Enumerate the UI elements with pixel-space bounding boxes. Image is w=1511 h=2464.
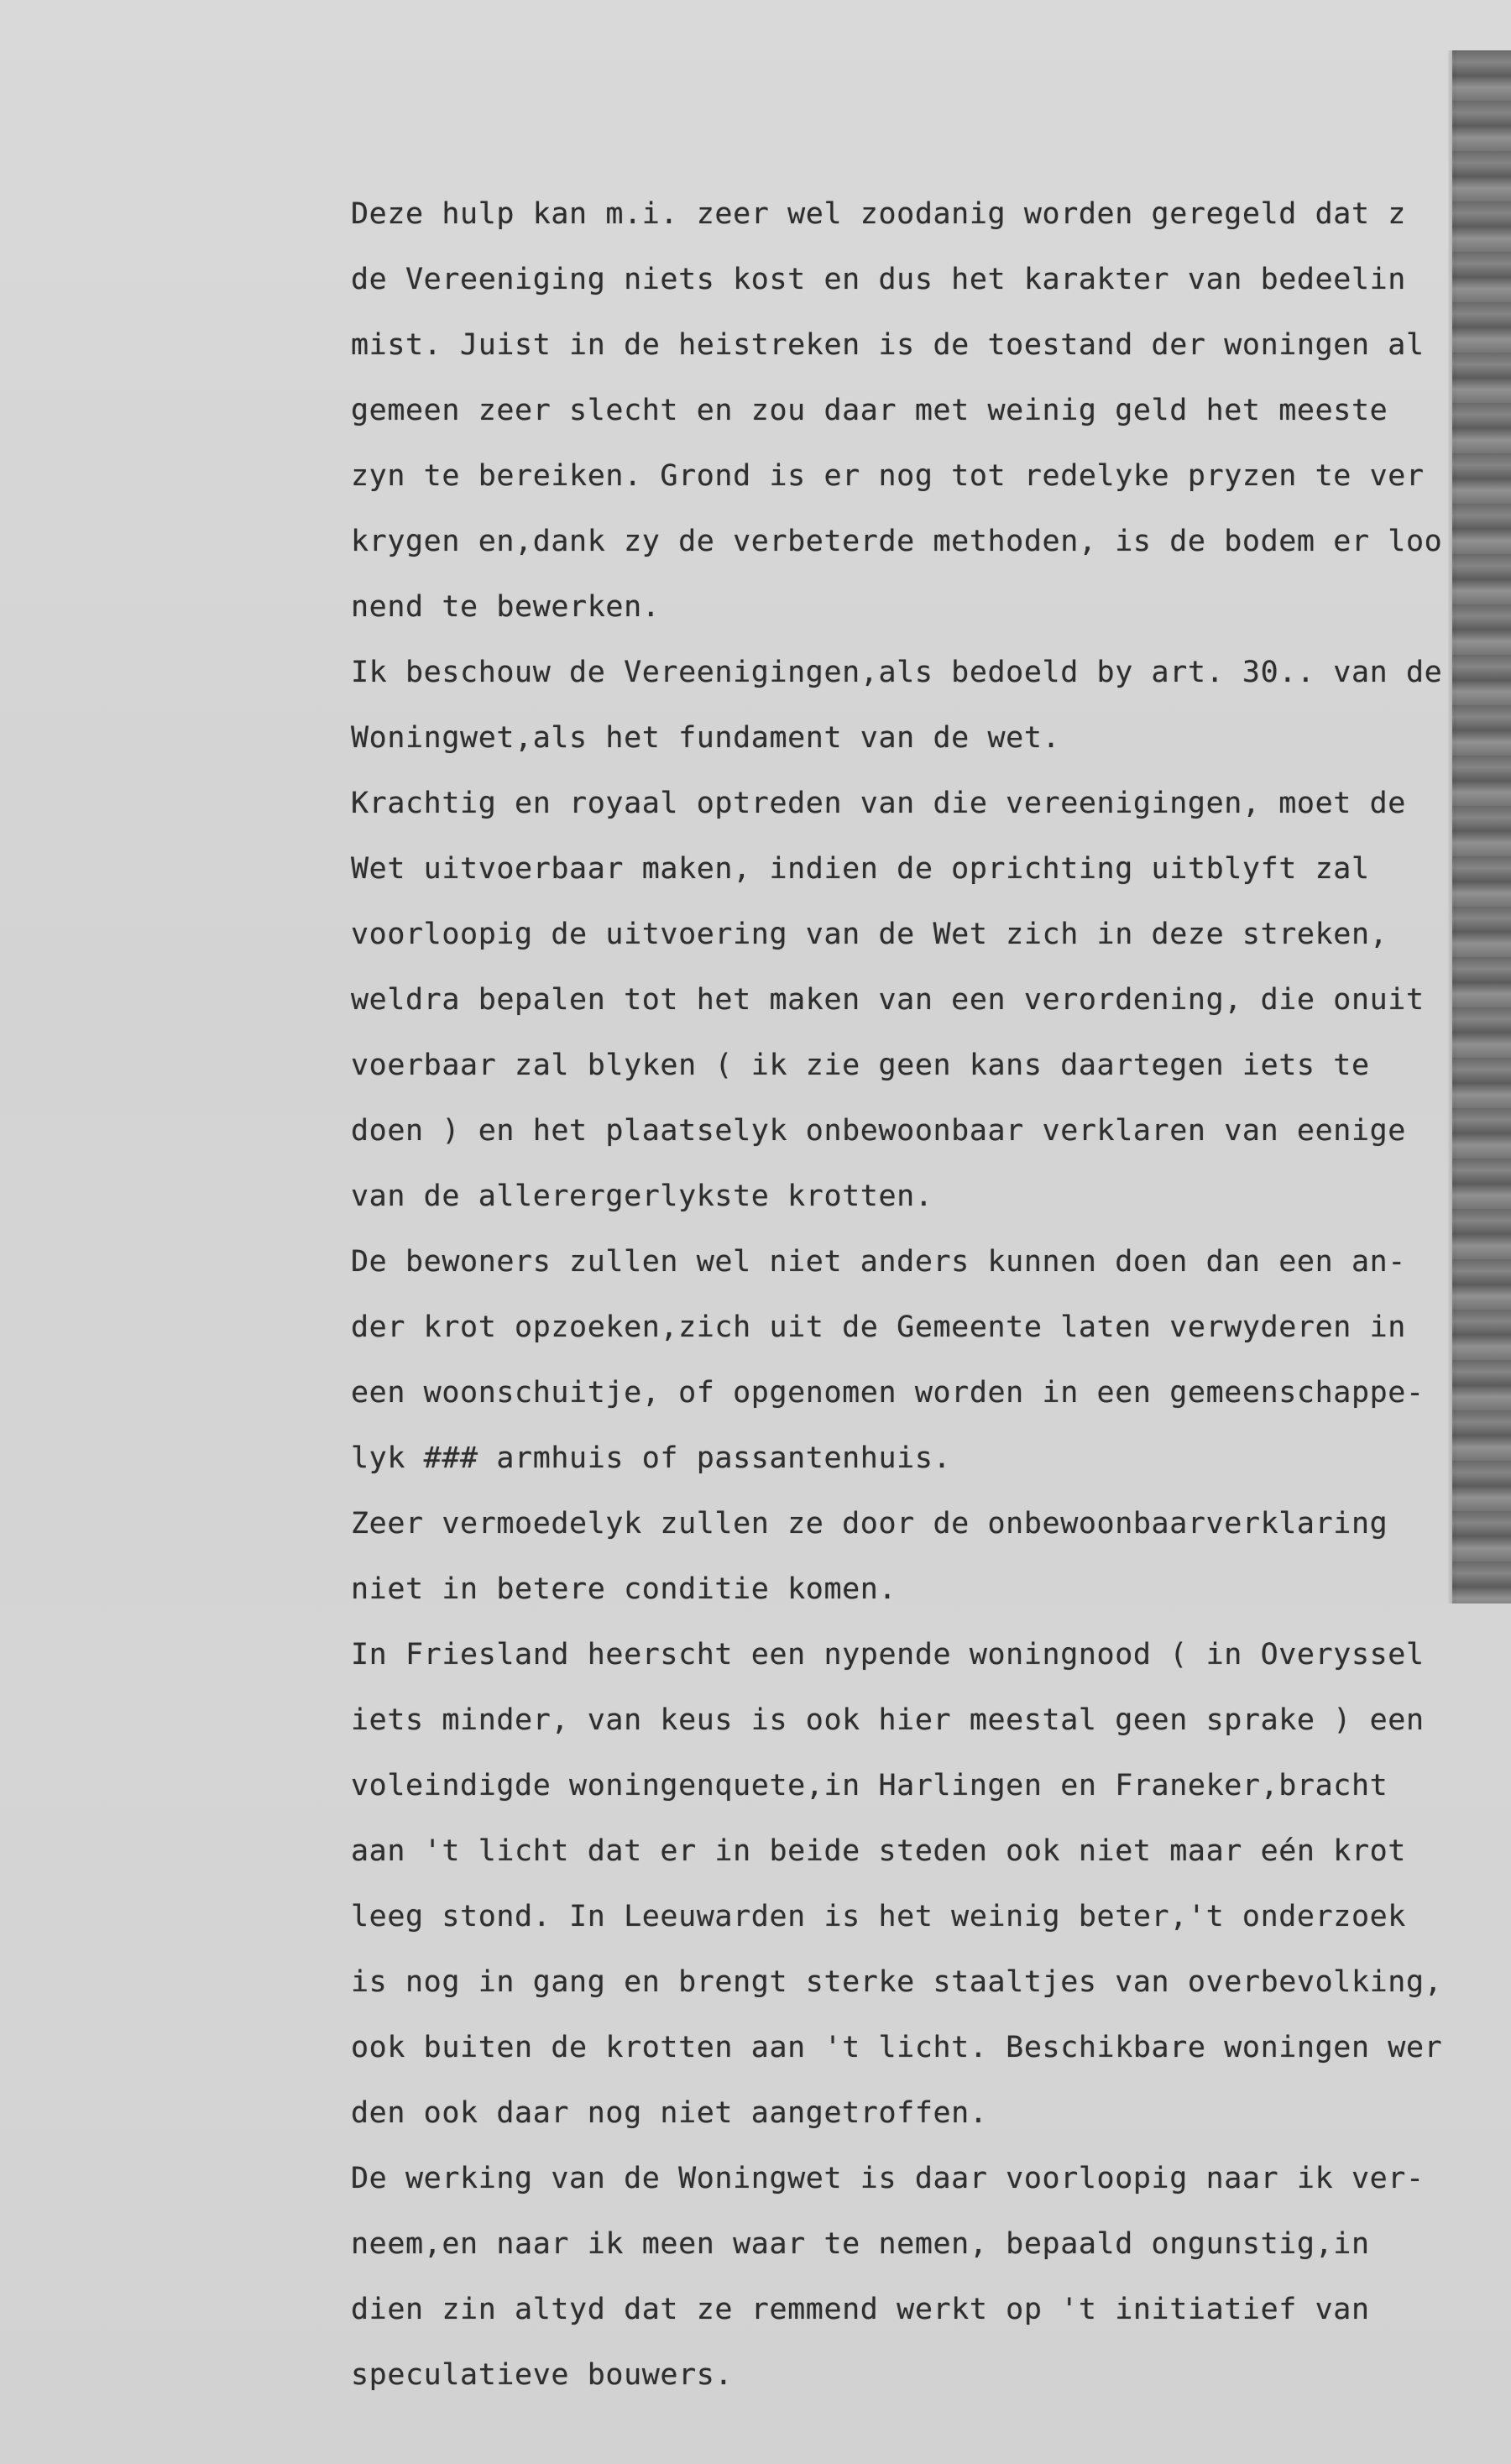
text-line: der krot opzoeken,zich uit de Gemeente laten verwyderen in: [351, 1310, 1406, 1344]
text-line: krygen en,dank zy de verbeterde methoden, is de bodem er loo: [351, 525, 1443, 558]
text-line: Deze hulp kan m.i. zeer wel zoodanig worden geregeld dat z: [351, 197, 1406, 231]
text-line: nend te bewerken.: [351, 590, 661, 624]
typed-text-body: [351, 181, 1501, 2408]
text-line: Krachtig en royaal optreden van die vereenigingen, moet de: [351, 787, 1406, 820]
text-line: ook buiten de krotten aan 't licht. Beschikbare woningen wer: [351, 2031, 1443, 2064]
text-line: Zeer vermoedelyk zullen ze door de onbewoonbaarverklaring: [351, 1507, 1388, 1541]
text-line: gemeen zeer slecht en zou daar met weinig geld het meeste: [351, 394, 1388, 427]
text-line: leeg stond. In Leeuwarden is het weinig beter,'t onderzoek: [351, 1900, 1406, 1933]
text-line: Wet uitvoerbaar maken, indien de oprichting uitblyft zal: [351, 852, 1370, 886]
text-line: de Vereeniging niets kost en dus het karakter van bedeelin: [351, 263, 1406, 296]
text-line: weldra bepalen tot het maken van een verordening, die onuit: [351, 983, 1425, 1017]
text-line: niet in betere conditie komen.: [351, 1572, 897, 1606]
text-line: dien zin altyd dat ze remmend werkt op 't initiatief van: [351, 2293, 1370, 2326]
text-line: den ook daar nog niet aangetroffen.: [351, 2096, 988, 2130]
text-line: iets minder, van keus is ook hier meestal geen sprake ) een: [351, 1703, 1425, 1737]
text-line: doen ) en het plaatselyk onbewoonbaar verklaren van eenige: [351, 1114, 1406, 1148]
text-line: De bewoners zullen wel niet anders kunnen doen dan een an-: [351, 1245, 1406, 1279]
text-line: mist. Juist in de heistreken is de toestand der woningen al: [351, 328, 1425, 362]
text-line: voerbaar zal blyken ( ik zie geen kans daartegen iets te: [351, 1049, 1370, 1082]
text-line: De werking van de Woningwet is daar voorloopig naar ik ver-: [351, 2162, 1425, 2195]
text-line: voleindigde woningenquete,in Harlingen en Franeker,bracht: [351, 1769, 1388, 1802]
text-line: speculatieve bouwers.: [351, 2358, 734, 2392]
text-line: Woningwet,als het fundament van de wet.: [351, 721, 1061, 755]
text-line: zyn te bereiken. Grond is er nog tot redelyke pryzen te ver: [351, 459, 1425, 493]
text-line: In Friesland heerscht een nypende woningnood ( in Overyssel: [351, 1638, 1425, 1671]
text-line: Ik beschouw de Vereenigingen,als bedoeld by art. 30.. van de: [351, 656, 1443, 689]
text-line: een woonschuitje, of opgenomen worden in een gemeenschappe-: [351, 1376, 1425, 1410]
text-line: aan 't licht dat er in beide steden ook niet maar eén krot: [351, 1834, 1406, 1868]
text-line: neem,en naar ik meen waar te nemen, bepaald ongunstig,in: [351, 2227, 1370, 2261]
text-line: voorloopig de uitvoering van de Wet zich in deze streken,: [351, 918, 1388, 951]
text-line: is nog in gang en brengt sterke staaltjes van overbevolking,: [351, 1965, 1443, 1999]
text-line: van de allerergerlykste krotten.: [351, 1180, 933, 1213]
text-line: lyk ### armhuis of passantenhuis.: [351, 1441, 952, 1475]
